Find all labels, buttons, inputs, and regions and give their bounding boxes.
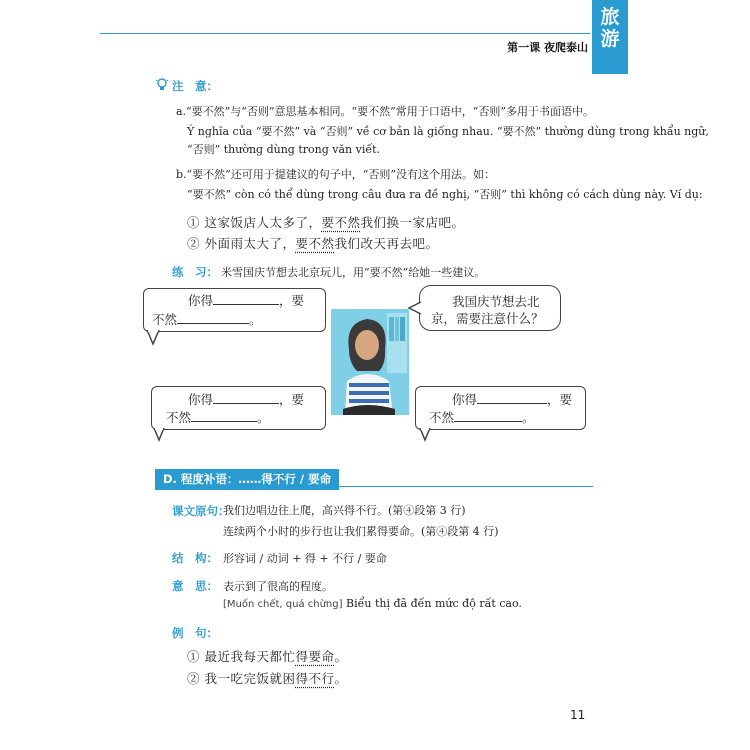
- note-example-1: [187, 213, 465, 231]
- bubble-text: 。: [257, 410, 270, 425]
- meaning-label: 意 思：: [172, 579, 218, 593]
- note-a-vi-1: Ý nghĩa của “要不然” và “否则” về cơ bản là giống nhau. “要不然” thường dùng trong khẩu ngữ,: [187, 125, 709, 138]
- source-sentence-2: 连续两个小时的步行也让我们累得要命。(第④段第 4 行): [223, 525, 499, 538]
- bubble-tail: [407, 300, 423, 316]
- lesson-title: 第一课 夜爬泰山: [507, 41, 588, 54]
- lesson-tab: [592, 0, 628, 74]
- example-text: 最近我每天都忙: [204, 649, 296, 664]
- question-line-2: 京，需要注意什么？: [431, 311, 544, 326]
- example-text: 。: [334, 671, 348, 686]
- answer-blank[interactable]: [191, 408, 257, 422]
- emphasis-text: 得不行: [295, 671, 335, 686]
- example-text: 我一吃完饭就困: [204, 671, 296, 686]
- example-number: ②: [187, 671, 201, 686]
- bubble-text: 你得: [452, 392, 478, 407]
- bubble-1-text-2: [152, 310, 262, 330]
- header-rule: [100, 33, 590, 34]
- example-text: 这家饭店人太多了，: [204, 215, 322, 230]
- page-number: 11: [570, 708, 586, 722]
- girl-illustration: [331, 309, 409, 415]
- emphasis-text: 要不然: [295, 236, 335, 251]
- bubble-tail: [143, 330, 163, 346]
- meaning-text: 表示到了很高的程度。: [223, 580, 333, 593]
- section-d-header: [155, 468, 593, 487]
- bubble-tail: [417, 428, 435, 442]
- answer-blank[interactable]: [454, 408, 522, 422]
- emphasis-text: 得要命: [295, 649, 335, 664]
- bubble-text: 你得: [188, 293, 214, 308]
- bubble-text: ，要: [279, 392, 305, 407]
- answer-blank[interactable]: [213, 291, 279, 305]
- lightbulb-icon: [156, 77, 168, 96]
- answer-blank[interactable]: [177, 310, 249, 324]
- bubble-text: 。: [249, 312, 262, 327]
- example-number: ①: [187, 215, 201, 230]
- bubble-text: 不然: [429, 410, 455, 425]
- note-example-2: [187, 234, 439, 252]
- meaning-vi-bracket: [Muốn chết, quá chừng]: [223, 599, 343, 610]
- source-sentence-1: 我们边唱边往上爬，高兴得不行。(第④段第 3 行): [223, 504, 466, 517]
- emphasis-text: 要不然: [321, 215, 361, 230]
- example-text: 外面雨太大了，: [204, 236, 296, 251]
- meaning-vi: [223, 597, 522, 610]
- bubble-4-text-2: [429, 408, 535, 428]
- lesson-tab-label: 旅游: [600, 6, 620, 50]
- question-line-1: 我国庆节想去北: [452, 294, 540, 309]
- bubble-text: 不然: [152, 312, 178, 327]
- bubble-text: 不然: [166, 410, 192, 425]
- note-a-vi-2: “否则” thường dùng trong văn viết.: [187, 143, 381, 156]
- note-b-zh: b.“要不然”还可用于提建议的句子中，“否则”没有这个用法。如：: [176, 168, 496, 181]
- bubble-3-text: [188, 390, 304, 410]
- example-text: 我们换一家店吧。: [360, 215, 465, 230]
- note-label: 注 意：: [172, 79, 218, 93]
- bubble-1-text: [188, 291, 304, 311]
- bubble-tail: [151, 428, 169, 442]
- bubble-4-text: [452, 390, 572, 410]
- practice-label: 练 习：: [172, 265, 218, 279]
- answer-blank[interactable]: [477, 390, 547, 404]
- example-label: 例 句：: [172, 626, 218, 640]
- answer-blank[interactable]: [213, 390, 279, 404]
- example-text: 我们改天再去吧。: [334, 236, 439, 251]
- section-d-title: D. 程度补语：……得不行 / 要命: [155, 469, 339, 490]
- bubble-text: ，要: [547, 392, 573, 407]
- source-label: 课文原句：: [172, 504, 230, 518]
- note-a-zh: a.“要不然”与“否则”意思基本相同。“要不然”常用于口语中，“否则”多用于书面语中。: [176, 105, 595, 118]
- section-d-example-1: [187, 647, 348, 665]
- example-number: ①: [187, 649, 201, 664]
- bubble-text: 你得: [188, 392, 214, 407]
- meaning-vi-text: Biểu thị đã đến mức độ rất cao.: [346, 597, 522, 610]
- section-d-example-2: [187, 669, 348, 687]
- bubble-3-text-2: [166, 408, 270, 428]
- example-text: 。: [334, 649, 348, 664]
- practice-instruction: 米雪国庆节想去北京玩儿，用“要不然”给她一些建议。: [221, 266, 486, 279]
- structure-text: 形容词 / 动词 + 得 + 不行 / 要命: [223, 552, 387, 565]
- structure-label: 结 构：: [172, 551, 218, 565]
- bubble-text: 。: [522, 410, 535, 425]
- note-b-vi: “要不然” còn có thể dùng trong câu đưa ra đề nghị, “否则” thì không có cách dùng này. Ví dụ:: [187, 188, 703, 201]
- bubble-text: ，要: [279, 293, 305, 308]
- example-number: ②: [187, 236, 201, 251]
